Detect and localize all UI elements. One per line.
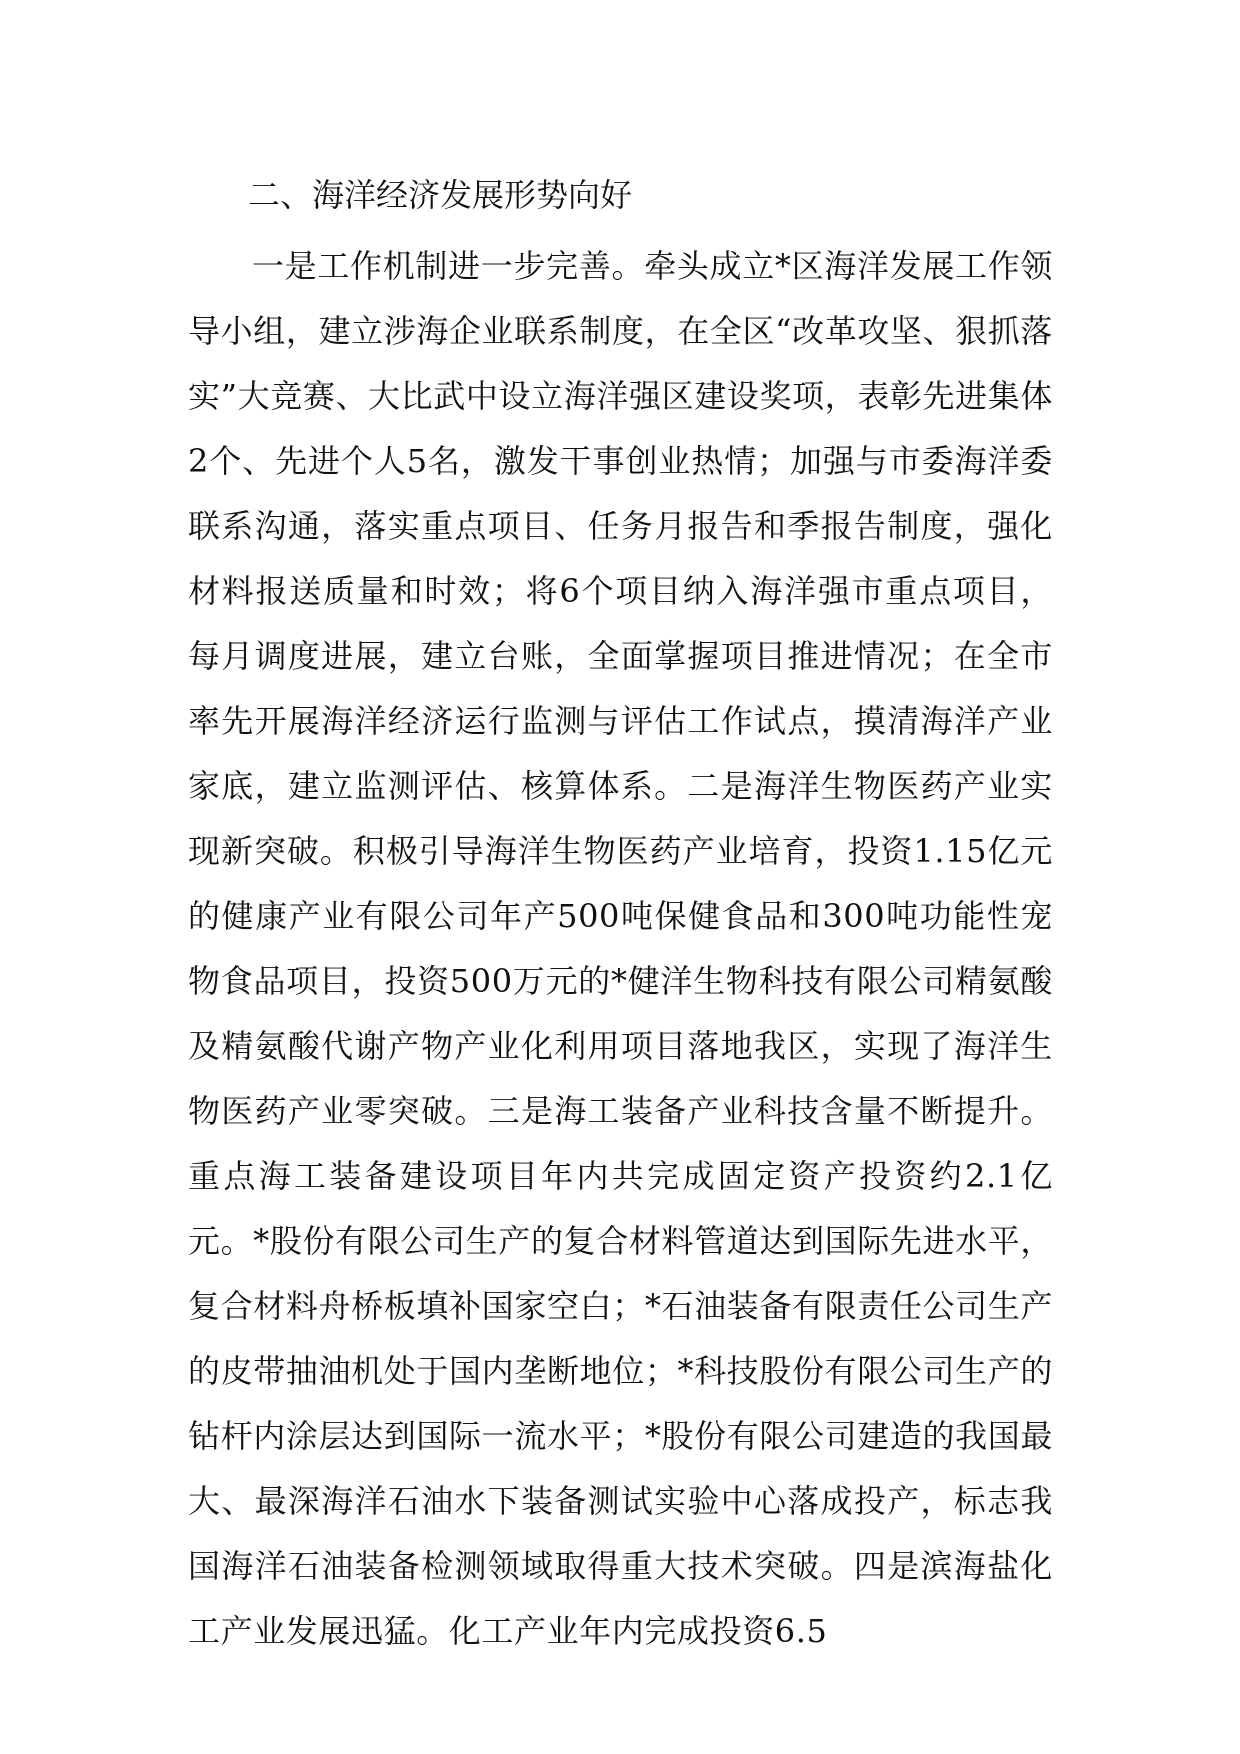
body-paragraph: 一是工作机制进一步完善。牵头成立*区海洋发展工作领导小组，建立涉海企业联系制度，在全区“改革攻坚、狠抓落实”大竞赛、大比武中设立海洋强区建设奖项，表彰先进集体2个、先进个人5名，激发干事创业热情；加强与市委海洋委联系沟通，落实重点项目、任务月报告和季报告制度，强化材料报送质量和时效；将6个项目纳入海洋强市重点项目，每月调度进展，建立台账，全面掌握项目推进情况；在全市率先开展海洋经济运行监测与评估工作试点，摸清海洋产业家底，建立监测评估、核算体系。二是海洋生物医药产业实现新突破。积极引导海洋生物医药产业培育，投资1.15亿元的健康产业有限公司年产500吨保健食品和300吨功能性宠物食品项目，投资500万元的*健洋生物科技有限公司精氨酸及精氨酸代谢产物产业化利用项目落地我区，实现了海洋生物医药产业零突破。三是海工装备产业科技含量不断提升。重点海工装备建设项目年内共完成固定资产投资约2.1亿元。*股份有限公司生产的复合材料管道达到国际先进水平，复合材料舟桥板填补国家空白；*石油装备有限责任公司生产的皮带抽油机处于国内垄断地位；*科技股份有限公司生产的钻杆内涂层达到国际一流水平；*股份有限公司建造的我国最大、最深海洋石油水下装备测试实验中心落成投产，标志我国海洋石油装备检测领域取得重大技术突破。四是滨海盐化工产业发展迅猛。化工产业年内完成投资6.5 — [188, 247, 1053, 1650]
section-heading: 二、海洋经济发展形势向好 — [248, 176, 633, 214]
